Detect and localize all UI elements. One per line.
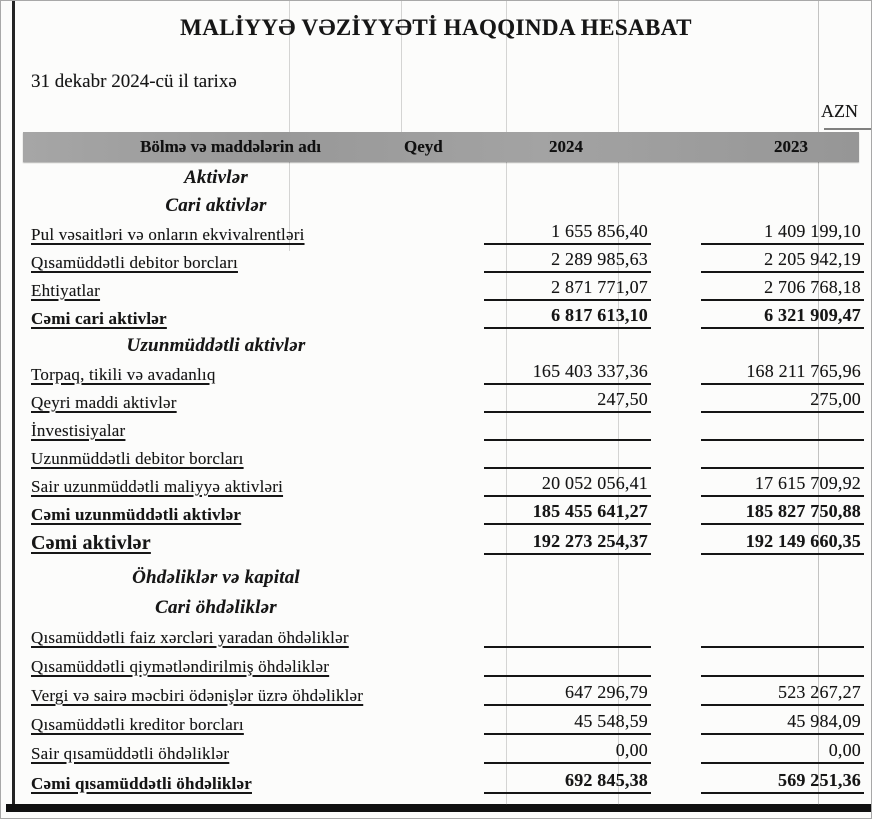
value-2023: 2 205 942,19 xyxy=(701,248,864,273)
value-2024 xyxy=(484,416,651,441)
section-heading: Aktivlər xyxy=(184,167,248,188)
value-2023: 523 267,27 xyxy=(701,680,864,706)
table-row xyxy=(1,276,872,304)
value-2023: 275,00 xyxy=(701,388,864,413)
liabilities-block xyxy=(1,562,872,797)
row-label: Vergi və sairə məcbiri ödənişlər üzrə öhdəliklər xyxy=(31,686,364,705)
section-heading-row xyxy=(1,332,872,360)
row-label: Sair qısamüddətli öhdəliklər xyxy=(31,744,230,763)
value-2024: 0,00 xyxy=(484,738,651,764)
table-row xyxy=(1,248,872,276)
table-row xyxy=(1,444,872,472)
value-2023: 6 321 909,47 xyxy=(701,304,864,329)
scan-rule-fragment xyxy=(824,128,871,130)
value-2024: 1 655 856,40 xyxy=(484,220,651,245)
report-title: MALİYYƏ VƏZİYYƏTİ HAQQINDA HESABAT xyxy=(180,15,692,40)
table-row xyxy=(1,220,872,248)
value-2024: 185 455 641,27 xyxy=(484,500,651,525)
table-row xyxy=(1,528,872,558)
value-2023: 185 827 750,88 xyxy=(701,500,864,525)
table-row xyxy=(1,304,872,332)
value-2023 xyxy=(701,444,864,469)
assets-block xyxy=(1,164,872,558)
row-label: Qısamüddətli faiz xərcləri yaradan öhdəliklər xyxy=(31,628,349,647)
value-2024: 192 273 254,37 xyxy=(484,528,651,555)
value-2023: 569 251,36 xyxy=(701,767,864,794)
section-heading: Cari öhdəliklər xyxy=(155,597,277,618)
row-label: Torpaq, tikili və avadanlıq xyxy=(31,365,216,384)
value-2024: 165 403 337,36 xyxy=(484,360,651,385)
table-row xyxy=(1,622,872,651)
table-row xyxy=(1,738,872,767)
currency-label: AZN xyxy=(821,101,858,121)
value-2024: 692 845,38 xyxy=(484,767,651,794)
table-row xyxy=(1,500,872,528)
table-row xyxy=(1,651,872,680)
value-2023: 45 984,09 xyxy=(701,709,864,735)
table-row xyxy=(1,709,872,738)
value-2023 xyxy=(701,651,864,677)
value-2023: 2 706 768,18 xyxy=(701,276,864,301)
table-row xyxy=(1,472,872,500)
section-heading-row xyxy=(1,192,872,220)
row-label: Qısamüddətli debitor borcları xyxy=(31,253,238,272)
value-2024: 20 052 056,41 xyxy=(484,472,651,497)
value-2023 xyxy=(701,622,864,648)
value-2024: 647 296,79 xyxy=(484,680,651,706)
table-row xyxy=(1,360,872,388)
row-label: Qısamüddətli kreditor borcları xyxy=(31,715,244,734)
column-header-2024: 2024 xyxy=(549,137,583,156)
value-2024: 2 871 771,07 xyxy=(484,276,651,301)
section-heading: Uzunmüddətli aktivlər xyxy=(126,335,306,356)
section-heading: Cari aktivlər xyxy=(165,195,267,216)
table-row xyxy=(1,416,872,444)
row-label: Uzunmüddətli debitor borcları xyxy=(31,449,244,468)
section-heading: Öhdəliklər və kapital xyxy=(132,567,300,588)
row-label: Cəmi aktivlər xyxy=(31,532,151,554)
value-2023: 17 615 709,92 xyxy=(701,472,864,497)
row-label: Ehtiyatlar xyxy=(31,281,101,300)
value-2023 xyxy=(701,416,864,441)
table-row xyxy=(1,680,872,709)
value-2023: 0,00 xyxy=(701,738,864,764)
column-header-note: Qeyd xyxy=(404,137,443,156)
table-row xyxy=(1,388,872,416)
column-header-item-name: Bölmə və maddələrin adı xyxy=(140,137,321,156)
value-2024: 45 548,59 xyxy=(484,709,651,735)
value-2024: 6 817 613,10 xyxy=(484,304,651,329)
table-row xyxy=(1,767,872,797)
report-date: 31 dekabr 2024-cü il tarixə xyxy=(31,71,237,92)
row-label: Qısamüddətli qiymətləndirilmiş öhdəliklər xyxy=(31,657,330,676)
row-label: Cəmi cari aktivlər xyxy=(31,309,167,328)
value-2023: 168 211 765,96 xyxy=(701,360,864,385)
section-heading-row xyxy=(1,592,872,622)
table-header-bar xyxy=(23,132,859,162)
value-2024: 247,50 xyxy=(484,388,651,413)
section-heading-row xyxy=(1,164,872,192)
row-label: Pul vəsaitləri və onların ekvivalrentləri xyxy=(31,225,305,244)
row-label: İnvestisiyalar xyxy=(31,421,126,440)
page-bottom-border xyxy=(6,804,871,812)
row-label: Sair uzunmüddətli maliyyə aktivləri xyxy=(31,477,284,496)
value-2023: 192 149 660,35 xyxy=(701,528,864,555)
balance-sheet-table xyxy=(1,164,872,797)
value-2024 xyxy=(484,622,651,648)
column-header-2023: 2023 xyxy=(774,137,808,156)
row-label: Qeyri maddi aktivlər xyxy=(31,393,177,412)
section-heading-row xyxy=(1,562,872,592)
value-2024: 2 289 985,63 xyxy=(484,248,651,273)
value-2024 xyxy=(484,444,651,469)
value-2023: 1 409 199,10 xyxy=(701,220,864,245)
value-2024 xyxy=(484,651,651,677)
row-label: Cəmi uzunmüddətli aktivlər xyxy=(31,505,242,524)
row-label: Cəmi qısamüddətli öhdəliklər xyxy=(31,774,252,793)
